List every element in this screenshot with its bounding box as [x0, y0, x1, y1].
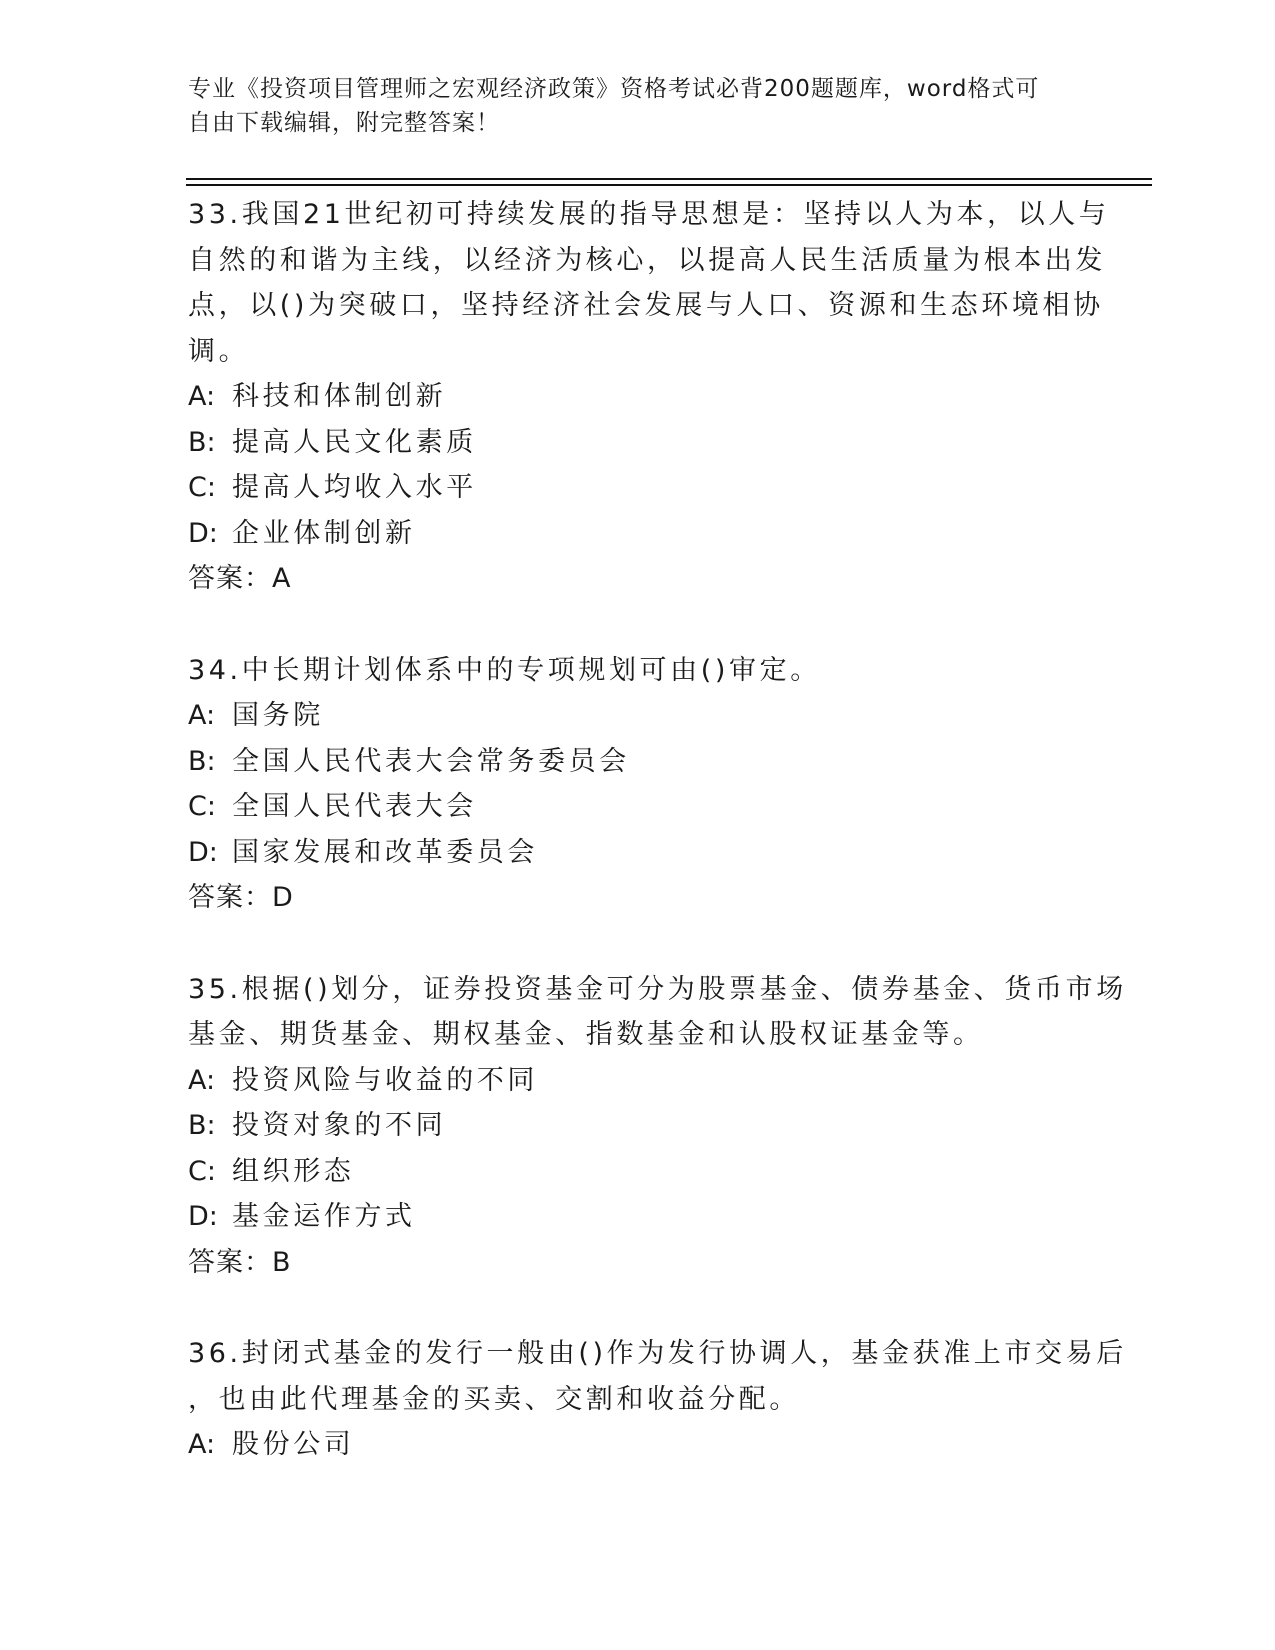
option-d: [188, 1194, 1088, 1240]
option-d: [188, 830, 1088, 876]
header-line-1: 专业《投资项目管理师之宏观经济政策》资格考试必背200题题库，word格式可: [188, 76, 1040, 102]
question-stem: [188, 648, 1088, 694]
option-b: [188, 739, 1088, 785]
option-key: D:: [188, 517, 218, 549]
option-b: [188, 420, 1088, 466]
option-key: A:: [188, 381, 216, 412]
option-key: C:: [188, 472, 216, 503]
answer-line: 答案：D: [188, 882, 294, 913]
option-key: A:: [188, 1064, 216, 1096]
question-34: [188, 648, 1088, 921]
option-a: [188, 693, 1088, 739]
question-stem: [188, 1331, 1127, 1422]
option-key: B:: [188, 745, 216, 777]
header-line-2: 自由下载编辑，附完整答案！: [188, 110, 500, 136]
answer-line: 答案：B: [188, 1246, 292, 1278]
option-a: [188, 1422, 1088, 1468]
option-text: 国务院: [232, 700, 324, 731]
stem-line: 自然的和谐为主线，以经济为核心，以提高人民生活质量为根本出发: [188, 244, 1106, 276]
question-35: [188, 967, 1127, 1286]
stem-line: 33.我国21世纪初可持续发展的指导思想是：坚持以人为本，以人与: [188, 199, 1110, 230]
header-divider-top: [186, 178, 1152, 180]
question-stem: [188, 192, 1110, 374]
option-text: 股份公司: [232, 1429, 355, 1460]
option-key: A:: [188, 700, 216, 731]
answer-line: 答案：A: [188, 563, 292, 594]
document-header: [188, 72, 1068, 140]
option-c: [188, 1149, 1088, 1195]
option-key: B:: [188, 1110, 216, 1141]
option-a: [188, 374, 1088, 420]
option-key: D:: [188, 1201, 218, 1232]
stem-line: ，也由此代理基金的买卖、交割和收益分配。: [188, 1383, 800, 1415]
option-text: 提高人民文化素质: [232, 426, 477, 458]
option-text: 提高人均收入水平: [232, 472, 477, 503]
option-text: 投资风险与收益的不同: [232, 1064, 538, 1096]
option-key: D:: [188, 836, 218, 868]
stem-line: 点，以()为突破口，坚持经济社会发展与人口、资源和生态环境相协: [188, 290, 1104, 321]
stem-line: 34.中长期计划体系中的专项规划可由()审定。: [188, 654, 821, 686]
option-a: [188, 1058, 1088, 1104]
option-key: A:: [188, 1429, 216, 1460]
option-b: [188, 1103, 1088, 1149]
stem-line: 36.封闭式基金的发行一般由()作为发行协调人，基金获准上市交易后: [188, 1338, 1127, 1369]
option-text: 企业体制创新: [232, 517, 416, 549]
option-text: 基金运作方式: [232, 1201, 416, 1232]
option-c: [188, 465, 1088, 511]
option-c: [188, 784, 1088, 830]
option-text: 全国人民代表大会: [232, 791, 477, 822]
option-key: C:: [188, 1155, 216, 1187]
option-text: 科技和体制创新: [232, 381, 447, 412]
option-key: C:: [188, 791, 216, 822]
header-divider-bottom: [186, 184, 1152, 186]
stem-line: 调。: [188, 335, 250, 367]
stem-line: 基金、期货基金、期权基金、指数基金和认股权证基金等。: [188, 1019, 984, 1050]
question-stem: [188, 967, 1127, 1058]
question-list: [188, 192, 1127, 1514]
option-text: 全国人民代表大会常务委员会: [232, 745, 630, 777]
question-33: [188, 192, 1110, 602]
option-key: B:: [188, 426, 216, 458]
question-36: [188, 1331, 1127, 1468]
option-text: 投资对象的不同: [232, 1110, 447, 1141]
stem-line: 35.根据()划分，证券投资基金可分为股票基金、债券基金、货币市场: [188, 973, 1127, 1005]
option-text: 国家发展和改革委员会: [232, 836, 538, 868]
option-text: 组织形态: [232, 1155, 355, 1187]
option-d: [188, 511, 1088, 557]
